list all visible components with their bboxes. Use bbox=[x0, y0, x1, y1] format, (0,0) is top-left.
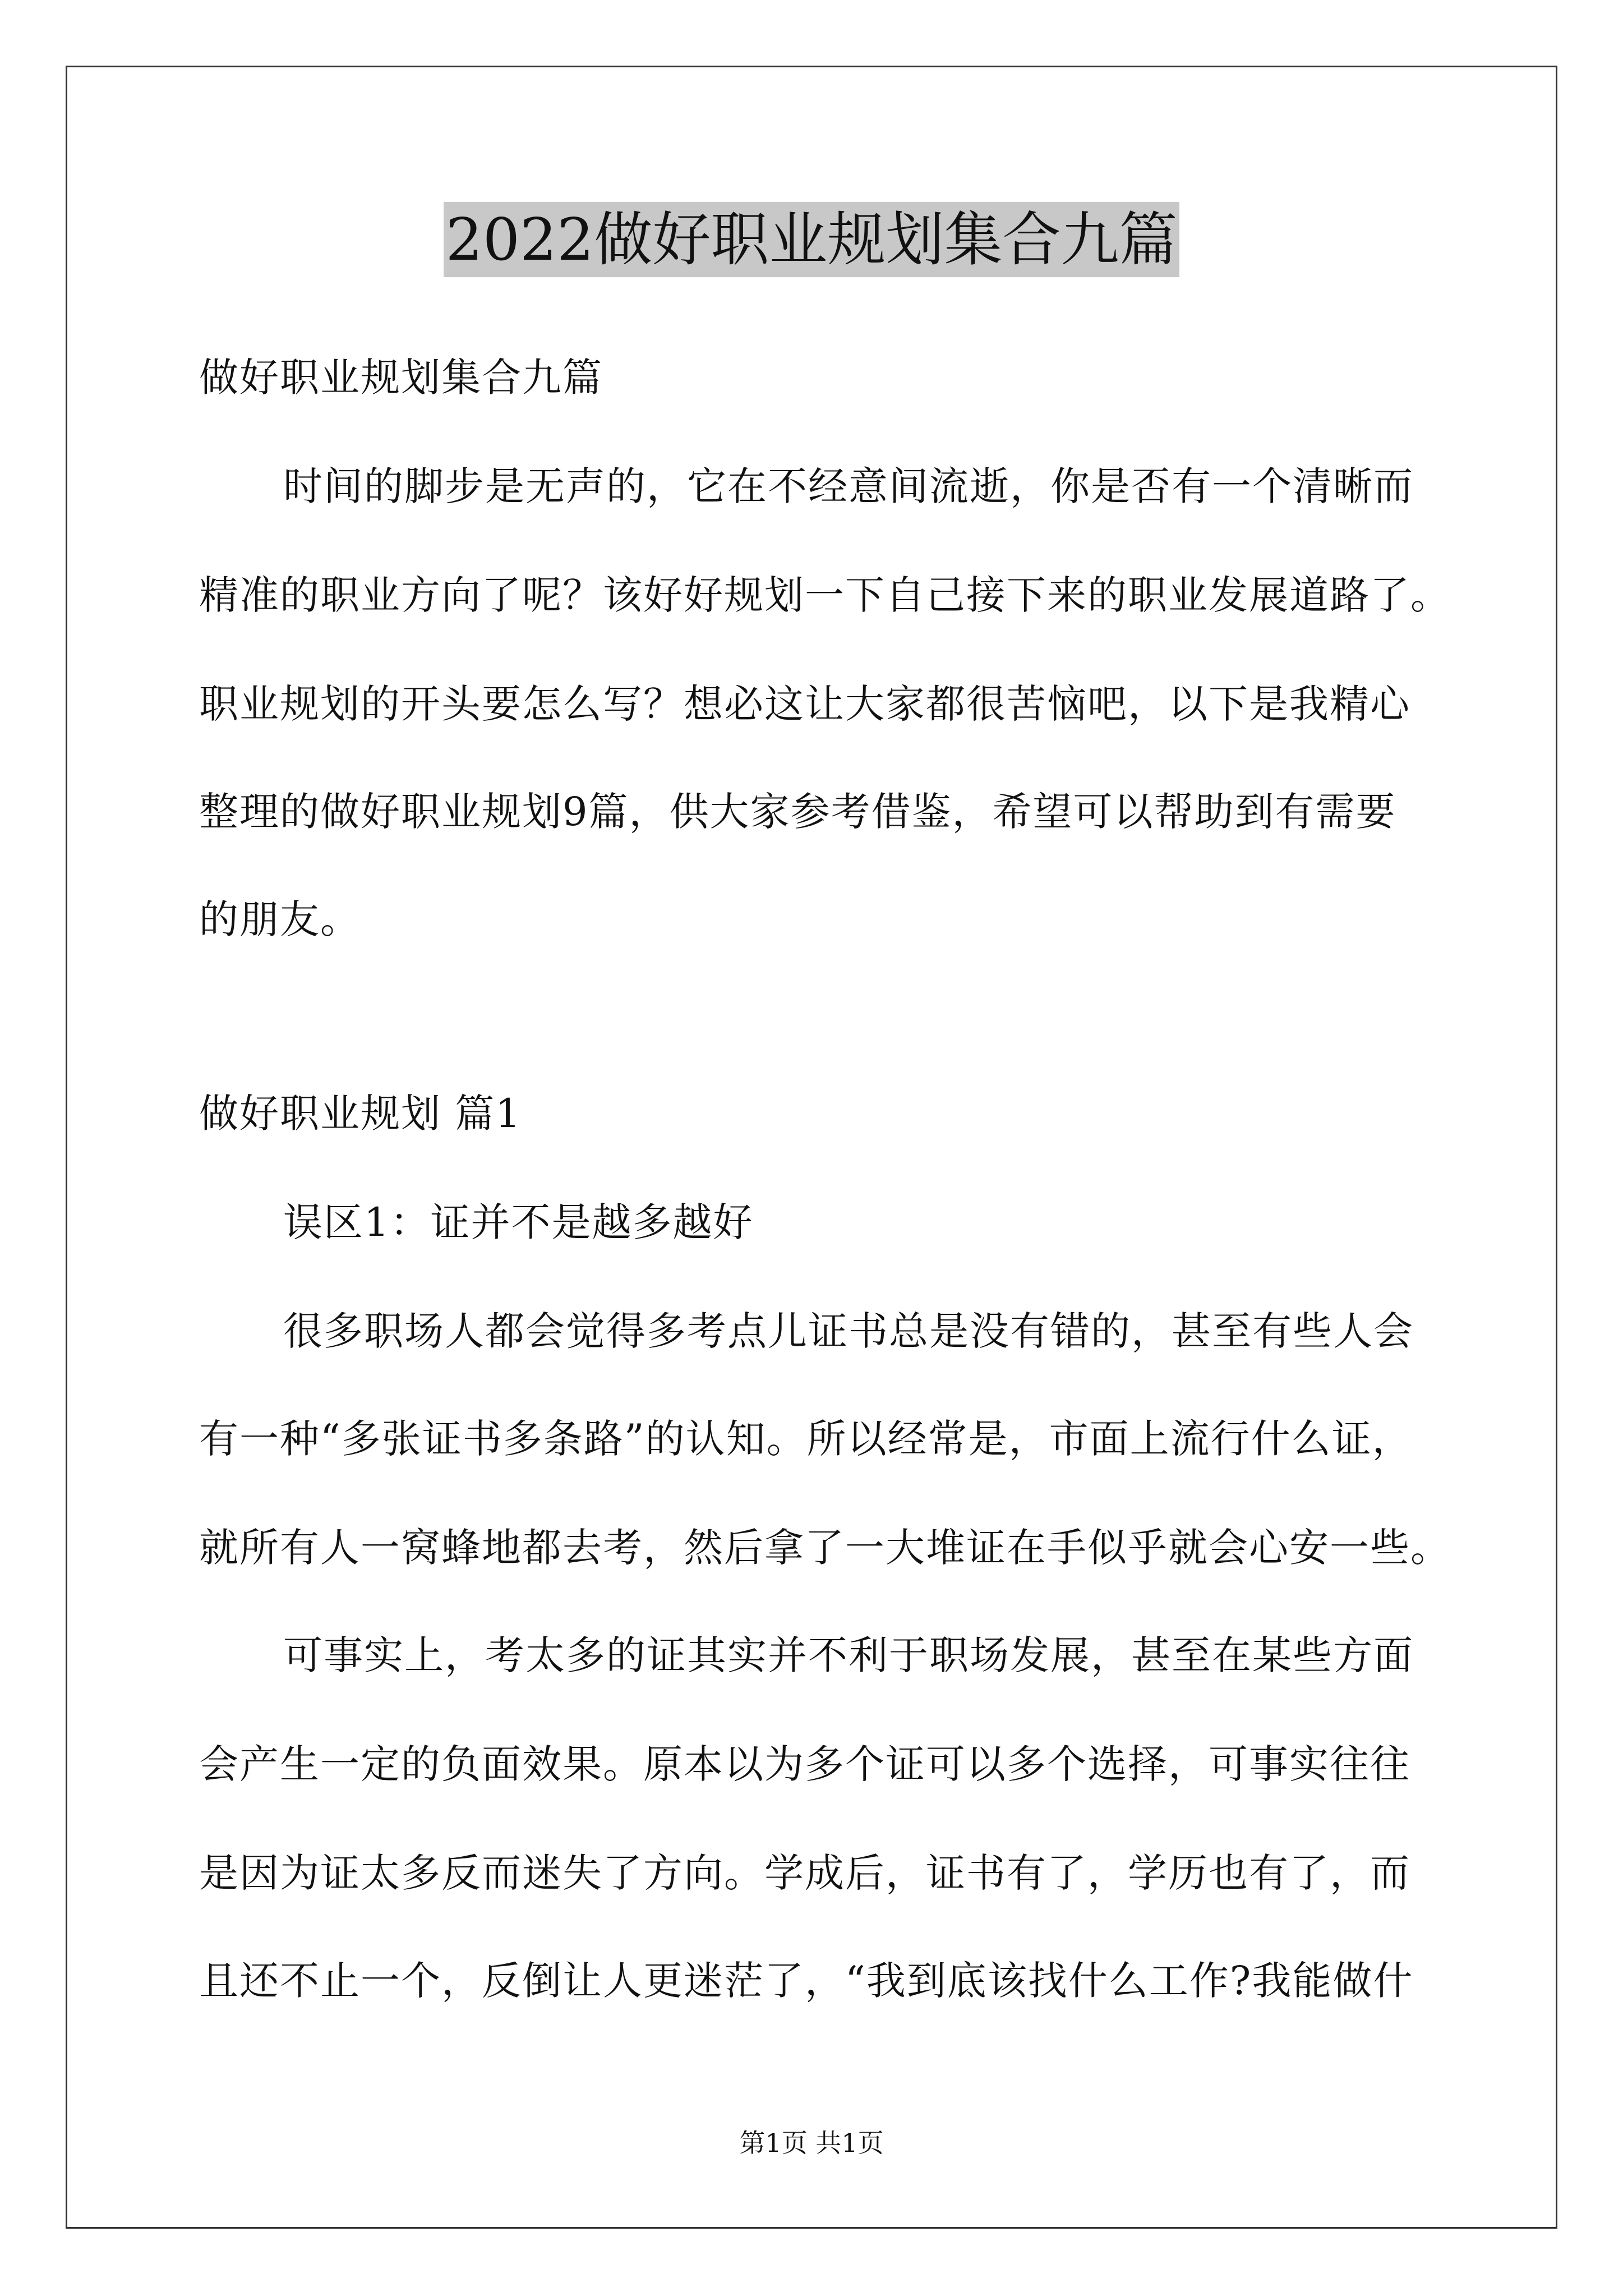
paragraph-line: 是因为证太多反而迷失了方向。学成后，证书有了，学历也有了，而 bbox=[199, 1850, 1410, 1896]
intro-line: 的朋友。 bbox=[199, 896, 361, 942]
paragraph-line: 且还不止一个，反倒让人更迷茫了，“我到底该找什么工作?我能做什 bbox=[199, 1958, 1414, 2004]
intro-line: 整理的做好职业规划9篇，供大家参考借鉴，希望可以帮助到有需要 bbox=[199, 789, 1396, 835]
paragraph-line: 会产生一定的负面效果。原本以为多个证可以多个选择，可事实往往 bbox=[199, 1741, 1410, 1787]
page-footer: 第1页 共1页 bbox=[739, 2128, 884, 2158]
paragraph-line: 就所有人一窝蜂地都去考，然后拿了一大堆证在手似乎就会心安一些。 bbox=[199, 1525, 1451, 1571]
intro-line: 精准的职业方向了呢？该好好规划一下自己接下来的职业发展道路了。 bbox=[199, 572, 1451, 618]
paragraph-line: 有一种“多张证书多条路”的认知。所以经常是，市面上流行什么证， bbox=[199, 1416, 1413, 1462]
document-title: 2022做好职业规划集合九篇 bbox=[0, 203, 1623, 276]
section-subheading: 误区1：证并不是越多越好 bbox=[283, 1199, 754, 1245]
paragraph-line: 可事实上，考太多的证其实并不利于职场发展，甚至在某些方面 bbox=[283, 1632, 1414, 1678]
section-heading: 做好职业规划 篇1 bbox=[199, 1091, 522, 1137]
paragraph-line: 很多职场人都会觉得多考点儿证书总是没有错的，甚至有些人会 bbox=[283, 1308, 1414, 1354]
intro-line: 时间的脚步是无声的，它在不经意间流逝，你是否有一个清晰而 bbox=[283, 463, 1414, 509]
document-subtitle: 做好职业规划集合九篇 bbox=[199, 355, 603, 401]
intro-line: 职业规划的开头要怎么写？想必这让大家都很苦恼吧，以下是我精心 bbox=[199, 681, 1410, 727]
